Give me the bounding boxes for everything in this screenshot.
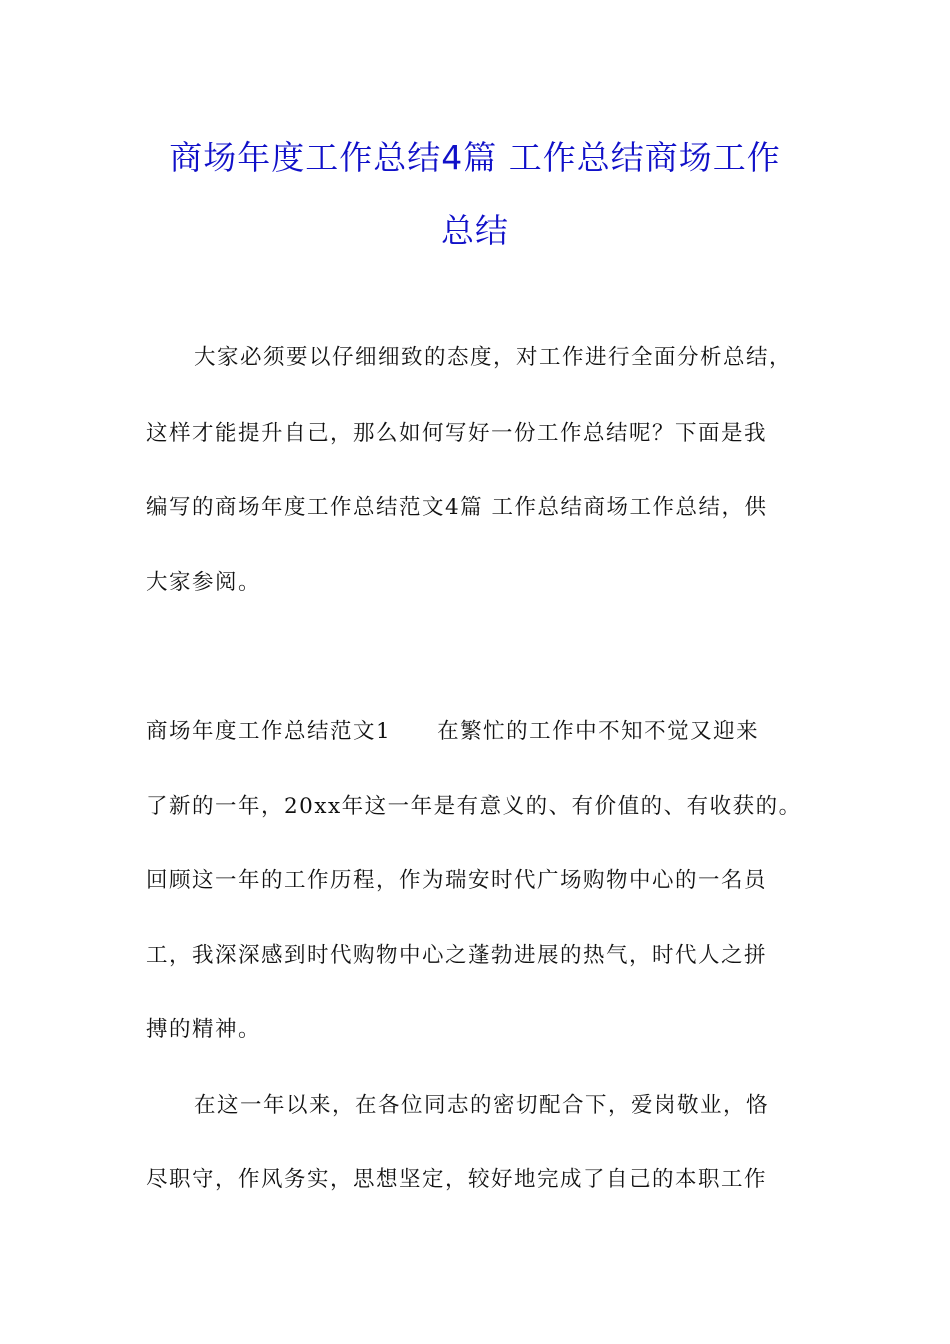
paragraph-line: 了新的一年，20xx年这一年是有意义的、有价值的、有收获的。 (146, 794, 802, 819)
paragraph-line: 工，我深深感到时代购物中心之蓬勃进展的热气，时代人之拼 (146, 943, 768, 968)
paragraph-line: 搏的精神。 (146, 1017, 262, 1042)
paragraph-line: 大家必须要以仔细细致的态度，对工作进行全面分析总结， (194, 345, 793, 370)
document-title-line-2: 总结 (441, 211, 509, 250)
paragraph-line: 在这一年以来，在各位同志的密切配合下，爱岗敬业，恪 (194, 1093, 770, 1118)
paragraph-line: 尽职守，作风务实，思想坚定，较好地完成了自己的本职工作 (146, 1167, 768, 1192)
paragraph-line: 编写的商场年度工作总结范文4篇 工作总结商场工作总结，供 (146, 495, 768, 520)
paragraph-line: 商场年度工作总结范文1 在繁忙的工作中不知不觉又迎来 (146, 719, 760, 744)
paragraph-line: 回顾这一年的工作历程，作为瑞安时代广场购物中心的一名员 (146, 868, 768, 893)
document-title-line-1: 商场年度工作总结4篇 工作总结商场工作 (169, 138, 781, 177)
paragraph-line: 大家参阅。 (146, 570, 262, 595)
paragraph-line: 这样才能提升自己，那么如何写好一份工作总结呢？下面是我 (146, 421, 768, 446)
